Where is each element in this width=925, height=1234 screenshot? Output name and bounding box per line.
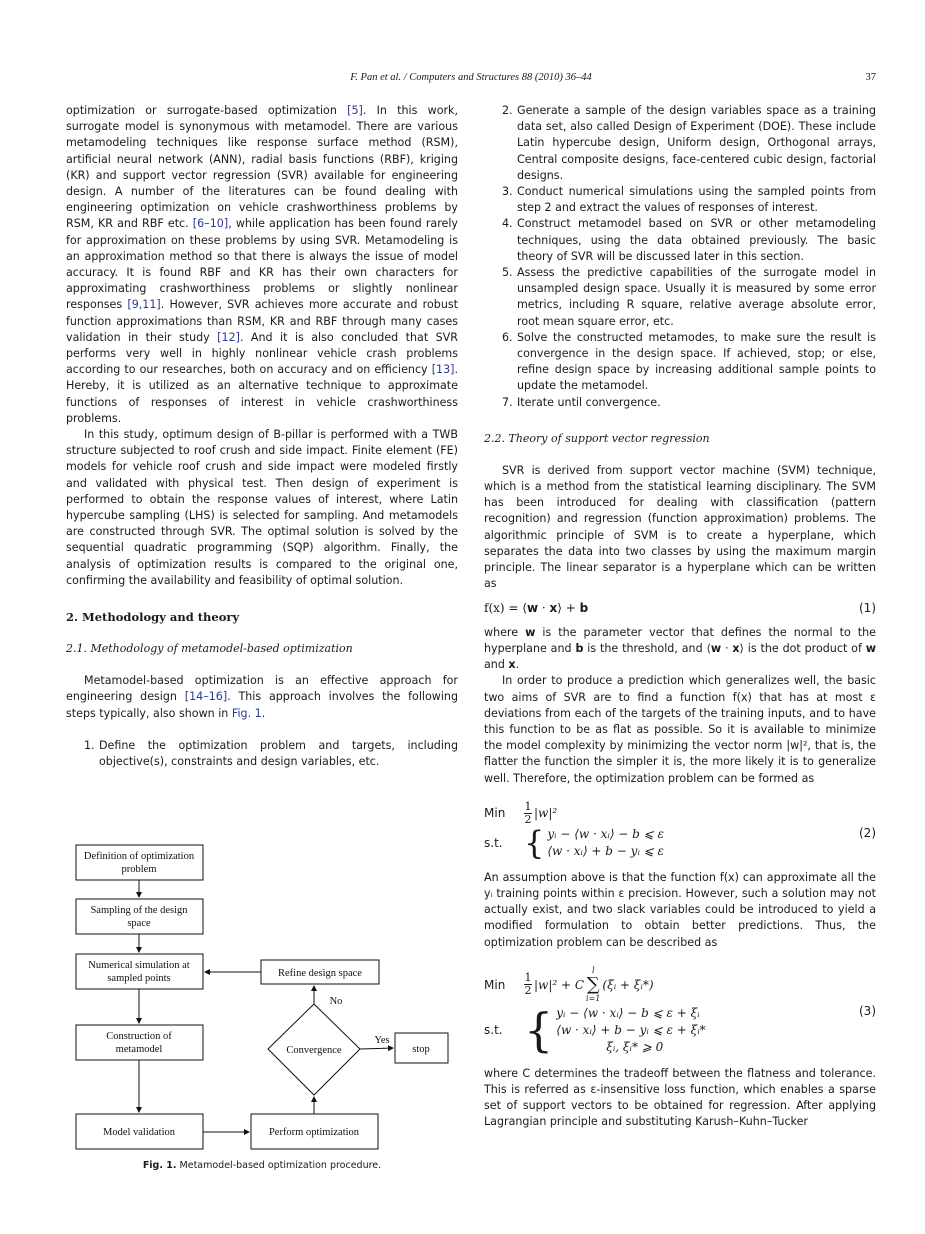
box-definition-line1: Definition of optimization [83,851,195,862]
svr-paragraph-3: In order to produce a prediction which generalizes well, the basic two aims of SVR are to find a function f(x) that has at most ε deviations from each of the targets of the training inputs, and to have this function to be as flat as possible. So it is available to minimize the model complexity by minimizing the vector norm |w|², that is, the flatter the function the simpler it is, the more likely it is to generalize well. Therefore, the optimization problem can be formed as [484,674,876,785]
eq-var: x [508,658,516,672]
eq-var: w [525,625,536,639]
list-item [484,103,876,184]
constraint-3: ξᵢ, ξᵢ* ⩾ 0 [606,1039,664,1054]
text: is the parameter vector that defines the normal to the hyperplane and [484,625,876,655]
brace-icon: { [524,1003,554,1058]
equation-number: (1) [859,601,876,616]
right-column [484,103,876,1131]
figure-1 [66,838,458,1178]
text: where [484,625,526,639]
text: Metamodel-based optimization is an effective approach for engineering design [66,674,458,704]
list-item [484,184,876,216]
list-number: 2. [502,104,513,117]
list-text: Iterate until convergence. [517,395,661,409]
caption-label: Fig. 1. [142,1160,177,1171]
text: is the threshold, and ⟨ [583,641,711,655]
figure-caption [66,1160,458,1171]
constraint-1: yᵢ − ⟨w · xᵢ⟩ − b ⩽ ε + ξᵢ [556,1005,700,1020]
eq-var: x [549,601,558,616]
svr-paragraph-1: SVR is derived from support vector machine (SVM) technique, which is a method from the statistical learning disciplinary. The SVM has been introduced for dealing with classification (pattern recognition) and regression (function approximation) problems. The algorithmic principle of SVM is to create a hyperplane, which separates the data into two classes by using the maximum margin principle. The linear separator is a hyperplane which can be written as [484,463,876,591]
st-label: s.t. [484,835,503,850]
text: . This approach involves the following steps typically, also shown in [66,690,459,720]
min-label: Min [484,977,506,992]
citation-link[interactable]: [6–10] [192,217,229,231]
text: . And it is also concluded that SVR performs very well in highly nonlinear vehicle crash problems according to our researches, both on accuracy and on efficiency [66,330,458,377]
sum-lower: i=1 [586,993,601,1003]
list-text: Construct metamodel based on SVR or other metamodeling techniques, using the data obtained previously. The basic theory of SVR will be discussed later in this section. [517,217,876,263]
citation-link[interactable]: [9,11] [127,298,161,312]
sum-upper: l [591,965,595,975]
figure-link[interactable]: Fig. 1 [231,706,262,720]
list-item [484,395,876,411]
methodology-paragraph [66,673,458,722]
fraction-half: $\frac{1}{2}$ [524,799,532,826]
list-text: Solve the constructed metamodes, to make sure the result is convergence in the design space. If achieved, stop; or else, refine design space by increasing additional sample points to update the metamodel. [517,330,876,393]
text: . However, SVR achieves more accurate and robust function approximations than RSM, KR and RBF through many cases validation in their study [66,298,458,344]
equation-2 [484,801,876,860]
list-item [66,738,458,770]
equation-number: (3) [859,1003,876,1018]
box-definition-line2: problem [121,864,157,875]
subsection-heading: 2.1. Methodology of metamodel-based optimization [66,642,353,656]
diamond-convergence-label: Convergence [286,1045,342,1056]
equation-3 [484,965,876,1056]
list-item [484,265,876,330]
eq-var: w [710,641,722,655]
box-construction-line1: Construction of [106,1031,172,1042]
text: · [721,641,733,655]
eq-var: w [865,641,876,655]
box-sampling-line2: space [127,918,151,929]
running-header [66,72,876,88]
box-sampling-line1: Sampling of the design [90,905,188,916]
svr-paragraph-5: where C determines the tradeoff between the flatness and tolerance. This is referred as ε-insensitive loss function, which enables a sparse set of support vectors to be obtained for regression. After applying Lagrangian principle and substituting Karush–Kuhn–Tucker [484,1066,876,1129]
flowchart [66,838,458,1158]
label-yes: Yes [374,1035,390,1046]
caption-text: Metamodel-based optimization procedure. [179,1160,382,1171]
list-text: Assess the predictive capabilities of the surrogate model in unsampled design space. Usually it is measured by some error metrics, including R square, relative average absolute error, root mean square error, etc. [517,266,876,328]
box-refine-label: Refine design space [278,968,362,979]
box-stop-label: stop [412,1044,430,1055]
label-no: No [329,996,343,1007]
eq-text: · [538,601,550,616]
section-heading: 2. Methodology and theory [66,610,240,625]
subsection-heading: 2.2. Theory of support vector regression [484,431,710,445]
intro-paragraph-2: In this study, optimum design of B-pillar is performed with a TWB structure subjected to roof crush and side impact. Finite element (FE) models for vehicle roof crush and side impact were modeled firstly and validated with physical test. Then design of experiment is performed to obtain the response values of interest, where Latin hypercube sampling (LHS) is selected for sampling. And metamodels are constructed through SVR. The optimal solution is solved by the sequential quadratic programming (SQP) algorithm. Finally, the analysis of optimization results is compared to the original one, confirming the availability and feasibility of optimal solution. [66,428,458,587]
running-title: F. Pan et al. / Computers and Structures 88 (2010) 36–44 [350,72,592,83]
text: , while application has been found rarely for approximation on these problems by using SVR. Metamodeling is an approximation method so that there is always the issue of model accuracy. It is found RBF and KR has their own characters for approximating crashworthiness problems or slightly nonlinear responses [66,217,458,312]
intro-paragraph-1 [66,103,458,427]
citation-link[interactable]: [14–16] [184,690,228,704]
list-number: 5. [502,266,513,280]
sum-term: (ξᵢ + ξᵢ*) [602,977,654,992]
min-label: Min [484,806,506,821]
citation-link[interactable]: [13] [431,363,455,377]
constraint-1: yᵢ − ⟨w · xᵢ⟩ − b ⩽ ε [547,826,664,841]
left-column [66,103,458,770]
eq-var: x [732,641,740,655]
eq-var: w [526,601,539,616]
list-number: 6. [502,330,513,344]
equation-1 [484,600,876,616]
text: optimization or surrogate-based optimization [66,104,348,117]
citation-link[interactable]: [12] [217,330,240,344]
text: ⟩ is the dot product of [739,641,866,655]
fraction-half: $\frac{1}{2}$ [524,971,532,998]
list-number: 3. [502,185,513,199]
box-construction-line2: metamodel [115,1044,163,1055]
list-number: 7. [502,395,513,409]
constraint-2: ⟨w · xᵢ⟩ + b − yᵢ ⩽ ε + ξᵢ* [556,1022,706,1037]
list-text: Conduct numerical simulations using the sampled points from step 2 and extract the values of responses of interest. [517,185,876,215]
constraint-2: ⟨w · xᵢ⟩ + b − yᵢ ⩽ ε [547,843,664,858]
text: . Hereby, it is utilized as an alternative technique to approximate functions of responses of interest in vehicle crashworthiness problems. [66,363,458,425]
eq-var: b [575,641,584,655]
box-simulation-line2: sampled points [107,973,171,984]
eq-text: ⟩ + [557,601,580,616]
box-optimization-label: Perform optimization [268,1127,360,1138]
st-label: s.t. [484,1023,503,1038]
list-item [484,330,876,395]
list-number: 1. [84,738,95,752]
equation-number: (2) [859,825,876,840]
list-number: 4. [502,217,513,231]
brace-icon: { [524,823,545,862]
text: . [515,658,520,672]
eq-text: f(x) = ⟨ [484,601,527,616]
svr-paragraph-4: An assumption above is that the function f(x) can approximate all the yᵢ training points within ε precision. However, such a solution may not actually exist, and two slack variables could be introduced to yield a modified formulation to obtain better predictions. Thus, the optimization problem can be described as [484,870,876,949]
svr-paragraph-2 [484,625,876,674]
box-simulation-line1: Numerical simulation at [88,960,190,971]
box-validation-label: Model validation [102,1127,176,1138]
list-text: Define the optimization problem and targets, including objective(s), constraints and design variables, etc. [99,738,458,768]
text: . [261,706,266,720]
objective: |w|² [534,806,558,821]
text: and [484,658,509,672]
page-number: 37 [865,72,876,83]
list-item [484,216,876,265]
text: . In this work, surrogate model is synonymous with metamodel. There are various metamodeling techniques like response surface method (RSM), artificial neural network (ANN), radial basis functions (RBF), kriging (KR) and support vector regression (SVR) available for engineering design. A number of the literatures can be found dealing with engineering optimization on vehicle crashworthiness problems by RSM, KR and RBF etc. [66,104,458,231]
summation: l ∑ i=1 [586,965,601,1003]
eq-var: b [579,601,589,616]
list-text: Generate a sample of the design variables space as a training data set, also called Design of Experiment (DOE). These include Latin hypercube design, Uniform design, Orthogonal arrays, Central composite designs, face-centered cubic design, factorial designs. [517,104,876,182]
steps-list [66,738,458,770]
objective: |w|² + C [534,977,585,992]
citation-link[interactable]: [5] [347,104,363,117]
steps-list-continued [484,103,876,411]
